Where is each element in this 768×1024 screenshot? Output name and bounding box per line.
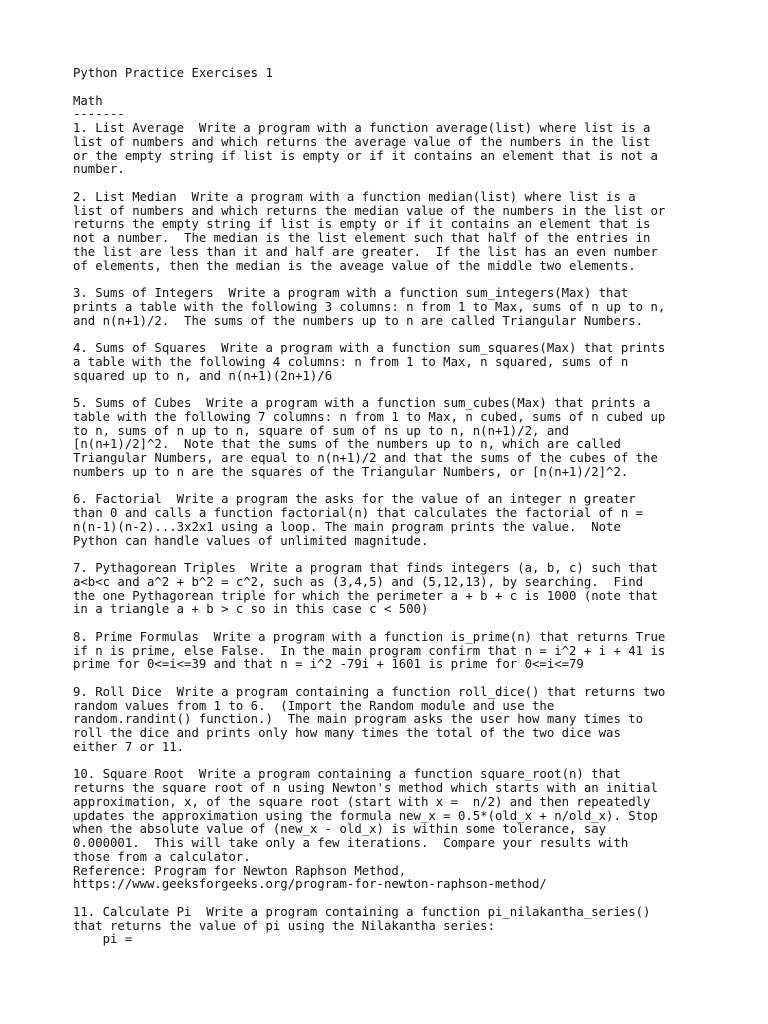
exercise-line: prime for 0<=i<=39 and that n = i^2 -79i + 1601 is prime for 0<=i<=79 bbox=[73, 657, 584, 672]
exercise-line: those from a calculator. bbox=[73, 849, 251, 864]
exercise-line: to n, sums of n up to n, square of sum of ns up to n, n(n+1)/2, and bbox=[73, 423, 570, 438]
exercise-line: random.randint() function.) The main program asks the user how many times to bbox=[73, 712, 644, 727]
exercise-line: [n(n+1)/2]^2. Note that the sums of the numbers up to n, which are called bbox=[73, 437, 621, 452]
document-title: Python Practice Exercises 1 bbox=[73, 66, 273, 80]
section-underline: ------- bbox=[73, 107, 125, 122]
exercise-7 bbox=[73, 562, 753, 617]
exercise-line: table with the following 7 columns: n from 1 to Max, n cubed, sums of n cubed up bbox=[73, 409, 666, 424]
exercise-line: prints a table with the following 3 columns: n from 1 to Max, sums of n up to n, bbox=[73, 299, 666, 314]
exercise-line: random values from 1 to 6. (Import the Random module and use the bbox=[73, 698, 555, 713]
exercise-line: or the empty string if list is empty or if it contains an element that is not a bbox=[73, 148, 658, 163]
exercise-line: approximation, x, of the square root (start with x = n/2) and then repeatedly bbox=[73, 794, 651, 809]
section-math bbox=[73, 95, 753, 123]
exercise-line: not a number. The median is the list element such that half of the entries in bbox=[73, 231, 651, 245]
document-page bbox=[73, 67, 753, 947]
exercise-line: 11. Calculate Pi Write a program containing a function pi_nilakantha_series() bbox=[73, 904, 651, 919]
blank-line bbox=[73, 672, 753, 686]
exercise-line: the list are less than it and half are greater. If the list has an even number bbox=[73, 244, 658, 259]
exercise-line: list of numbers and which returns the average value of the numbers in the list bbox=[73, 134, 651, 149]
exercise-line: 0.000001. This will take only a few iterations. Compare your results with bbox=[73, 836, 629, 850]
exercise-line: 5. Sums of Cubes Write a program with a function sum_cubes(Max) that prints a bbox=[73, 396, 651, 410]
exercise-4 bbox=[73, 342, 753, 383]
exercise-line: https://www.geeksforgeeks.org/program-for-newton-raphson-method/ bbox=[73, 877, 547, 892]
exercise-5 bbox=[73, 397, 753, 480]
exercise-line: returns the empty string if list is empty or if it contains an element that is bbox=[73, 217, 651, 232]
exercise-line: of elements, then the median is the aveage value of the middle two elements. bbox=[73, 258, 636, 273]
exercise-line: that returns the value of pi using the Nilakantha series: bbox=[73, 918, 495, 933]
blank-line bbox=[73, 383, 753, 397]
exercise-line: Triangular Numbers, are equal to n(n+1)/2 and that the sums of the cubes of the bbox=[73, 451, 658, 465]
blank-line bbox=[73, 617, 753, 631]
blank-line bbox=[73, 480, 753, 494]
exercise-line: in a triangle a + b > c so in this case c < 500) bbox=[73, 602, 429, 617]
exercise-1 bbox=[73, 122, 753, 177]
exercise-line: a table with the following 4 columns: n from 1 to Max, n squared, sums of n bbox=[73, 354, 629, 369]
exercise-8 bbox=[73, 631, 753, 672]
exercise-line: n(n-1)(n-2)...3x2x1 using a loop. The main program prints the value. Note bbox=[73, 519, 621, 534]
exercise-line: 6. Factorial Write a program the asks for the value of an integer n greater bbox=[73, 492, 636, 507]
blank-line bbox=[73, 755, 753, 769]
exercise-line: 3. Sums of Integers Write a program with a function sum_integers(Max) that bbox=[73, 286, 629, 300]
exercise-line: squared up to n, and n(n+1)(2n+1)/6 bbox=[73, 368, 333, 383]
exercise-line: returns the square root of n using Newton's method which starts with an initial bbox=[73, 781, 658, 795]
exercise-10 bbox=[73, 768, 753, 892]
exercise-line: the one Pythagorean triple for which the perimeter a + b + c is 1000 (note that bbox=[73, 588, 658, 603]
exercise-line: than 0 and calls a function factorial(n) that calculates the factorial of n = bbox=[73, 506, 644, 520]
exercise-line: 8. Prime Formulas Write a program with a function is_prime(n) that returns True bbox=[73, 629, 666, 644]
exercise-line: 1. List Average Write a program with a function average(list) where list is a bbox=[73, 121, 651, 135]
blank-line bbox=[73, 177, 753, 191]
exercise-3 bbox=[73, 287, 753, 328]
blank-line bbox=[73, 81, 753, 95]
exercise-line: if n is prime, else False. In the main program confirm that n = i^2 + i + 41 is bbox=[73, 643, 666, 658]
exercise-line: 4. Sums of Squares Write a program with a function sum_squares(Max) that prints bbox=[73, 341, 666, 355]
exercise-line: when the absolute value of (new_x - old_x) is within some tolerance, say bbox=[73, 822, 607, 837]
exercise-6 bbox=[73, 493, 753, 548]
exercise-line: 2. List Median Write a program with a function median(list) where list is a bbox=[73, 189, 636, 204]
exercise-11 bbox=[73, 906, 753, 947]
exercise-line: and n(n+1)/2. The sums of the numbers up to n are called Triangular Numbers. bbox=[73, 313, 644, 328]
blank-line bbox=[73, 548, 753, 562]
exercise-line: 10. Square Root Write a program containing a function square_root(n) that bbox=[73, 767, 621, 782]
section-heading: Math bbox=[73, 93, 103, 108]
exercise-line: roll the dice and prints only how many times the total of the two dice was bbox=[73, 726, 621, 740]
exercise-line: numbers up to n are the squares of the Triangular Numbers, or [n(n+1)/2]^2. bbox=[73, 464, 629, 479]
blank-line bbox=[73, 328, 753, 342]
exercise-line: list of numbers and which returns the median value of the numbers in the list or bbox=[73, 203, 666, 218]
blank-line bbox=[73, 892, 753, 906]
exercise-line: 7. Pythagorean Triples Write a program that finds integers (a, b, c) such that bbox=[73, 561, 658, 575]
exercise-line: Reference: Program for Newton Raphson Method, bbox=[73, 863, 407, 878]
exercise-line: updates the approximation using the formula new_x = 0.5*(old_x + n/old_x). Stop bbox=[73, 808, 658, 823]
exercise-line: a<b<c and a^2 + b^2 = c^2, such as (3,4,5) and (5,12,13), by searching. Find bbox=[73, 574, 644, 589]
exercise-line: 9. Roll Dice Write a program containing a function roll_dice() that returns two bbox=[73, 684, 666, 699]
exercise-line: Python can handle values of unlimited magnitude. bbox=[73, 533, 429, 548]
exercise-list bbox=[73, 122, 753, 947]
exercise-line: either 7 or 11. bbox=[73, 739, 185, 754]
exercise-2 bbox=[73, 191, 753, 274]
exercise-line: number. bbox=[73, 162, 125, 177]
blank-line bbox=[73, 273, 753, 287]
exercise-9 bbox=[73, 686, 753, 755]
exercise-line: pi = bbox=[73, 932, 133, 947]
